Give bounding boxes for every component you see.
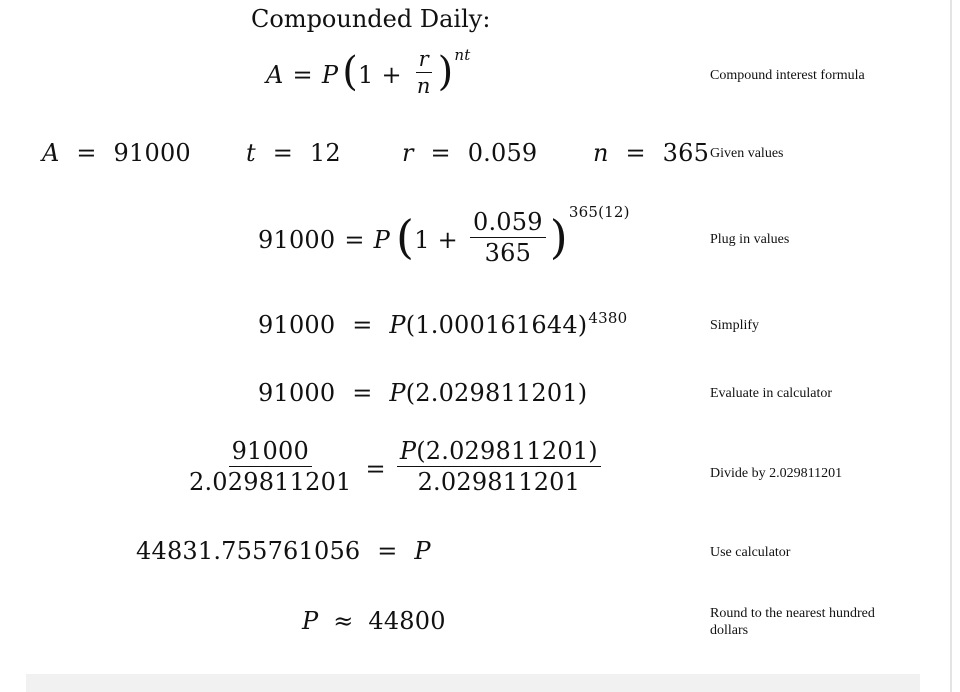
calculator-rhs: P bbox=[414, 537, 431, 565]
step-note-plug: Plug in values bbox=[710, 232, 790, 247]
step-divide-expression bbox=[182, 437, 605, 497]
calculator-lhs: 44831.755761056 bbox=[136, 537, 361, 565]
step-formula-expression bbox=[266, 45, 471, 99]
plug-one: 1 bbox=[414, 225, 430, 254]
formula-fraction-denominator: n bbox=[416, 74, 431, 98]
calculator-equals: = bbox=[377, 537, 398, 565]
divide-left-fraction bbox=[186, 438, 355, 495]
evaluate-lhs: 91000 bbox=[258, 379, 336, 407]
simplify-exponent: 4380 bbox=[588, 309, 628, 327]
formula-fraction bbox=[414, 48, 434, 97]
right-paren-icon: ) bbox=[437, 48, 454, 95]
page-title: Compounded Daily: bbox=[251, 5, 491, 33]
vertical-scrollbar[interactable] bbox=[950, 0, 952, 692]
given-value-r: r = 0.059 bbox=[402, 139, 538, 167]
plug-plus: + bbox=[437, 225, 458, 254]
evaluate-base: (2.029811201) bbox=[405, 379, 588, 407]
formula-equals: = bbox=[292, 60, 313, 89]
plug-fraction-numerator: 0.059 bbox=[470, 209, 546, 238]
plug-exponent: 365(12) bbox=[568, 202, 630, 221]
left-paren-icon: ( bbox=[396, 209, 415, 264]
step-calculator-expression bbox=[136, 537, 431, 565]
formula-exponent: nt bbox=[454, 45, 471, 64]
evaluate-equals: = bbox=[352, 379, 373, 407]
step-note-given: Given values bbox=[710, 146, 784, 161]
plug-lhs: 91000 bbox=[258, 225, 336, 254]
formula-lhs: A bbox=[266, 60, 284, 89]
divide-right-denominator: 2.029811201 bbox=[417, 468, 581, 496]
formula-fraction-numerator: r bbox=[416, 48, 432, 73]
given-value-a: A = 91000 bbox=[42, 139, 191, 167]
divide-right-fraction bbox=[397, 438, 601, 495]
round-rhs: 44800 bbox=[368, 607, 446, 635]
divide-left-numerator: 91000 bbox=[229, 438, 312, 467]
step-note-divide: Divide by 2.029811201 bbox=[710, 466, 843, 481]
step-plug-in-expression bbox=[258, 202, 630, 268]
step-note-evaluate: Evaluate in calculator bbox=[710, 386, 833, 401]
plug-fraction bbox=[470, 209, 546, 266]
plug-equals: = bbox=[344, 225, 365, 254]
round-lhs: P bbox=[302, 607, 319, 635]
formula-one: 1 bbox=[358, 60, 374, 89]
simplify-principal: P bbox=[389, 311, 406, 339]
simplify-lhs: 91000 bbox=[258, 311, 336, 339]
step-note-calculator: Use calculator bbox=[710, 545, 791, 560]
step-note-formula: Compound interest formula bbox=[710, 68, 865, 83]
round-approx: ≈ bbox=[333, 607, 354, 635]
step-round-expression bbox=[302, 607, 446, 635]
simplify-equals: = bbox=[352, 311, 373, 339]
right-paren-icon: ) bbox=[549, 209, 568, 264]
divide-right-numerator: P(2.029811201) bbox=[397, 438, 601, 467]
given-value-t: t = 12 bbox=[246, 139, 341, 167]
formula-principal: P bbox=[321, 60, 339, 89]
plug-principal: P bbox=[373, 225, 391, 254]
simplify-base: (1.000161644) bbox=[405, 311, 588, 339]
formula-plus: + bbox=[381, 60, 402, 89]
step-evaluate-expression bbox=[258, 379, 587, 407]
given-value-n: n = 365 bbox=[593, 139, 710, 167]
divide-equals: = bbox=[365, 454, 386, 483]
step-note-round: Round to the nearest hundred dollars bbox=[710, 606, 875, 638]
plug-fraction-denominator: 365 bbox=[484, 239, 532, 267]
step-note-simplify: Simplify bbox=[710, 318, 760, 333]
bottom-panel-strip bbox=[26, 674, 920, 692]
step-simplify-expression bbox=[258, 311, 627, 339]
left-paren-icon: ( bbox=[342, 48, 359, 95]
evaluate-principal: P bbox=[389, 379, 406, 407]
divide-left-denominator: 2.029811201 bbox=[189, 468, 352, 496]
